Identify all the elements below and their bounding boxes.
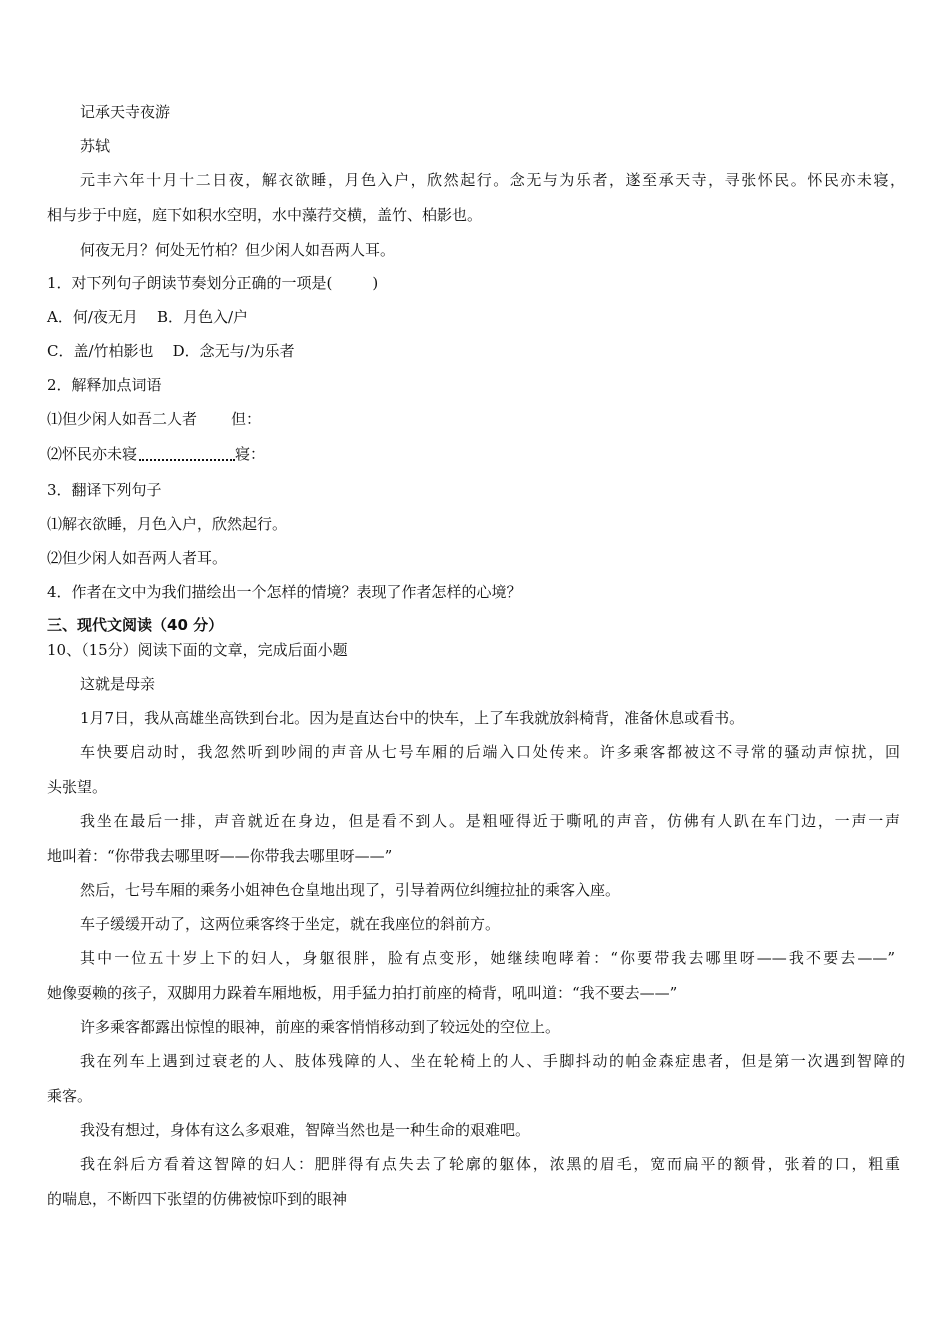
question-3-item-1: ⑴解衣欲睡，月色入户，欣然起行。 bbox=[47, 515, 288, 533]
question-1-close: ) bbox=[372, 274, 379, 292]
article-para-6-line2: 她像耍赖的孩子，双脚用力跺着车厢地板，用手猛力拍打前座的椅背，吼叫道：“我不要去——” bbox=[47, 984, 678, 1002]
article-para-10-line2: 的喘息，不断四下张望的仿佛被惊吓到的眼神 bbox=[47, 1190, 348, 1208]
poem-title: 记承天寺夜游 bbox=[80, 103, 171, 121]
question-3-item-2: ⑵但少闲人如吾两人者耳。 bbox=[47, 549, 228, 567]
section-heading: 三、现代文阅读（40 分） bbox=[47, 616, 224, 634]
question-4: 4．作者在文中为我们描绘出一个怎样的情境？表现了作者怎样的心境？ bbox=[47, 583, 522, 601]
poem-para1-line2: 相与步于中庭，庭下如积水空明，水中藻荇交横，盖竹、柏影也。 bbox=[47, 206, 483, 224]
article-para-3-line2: 地叫着：“你带我去哪里呀——你带我去哪里呀——” bbox=[47, 847, 393, 865]
article-para-9: 我没有想过，身体有这么多艰难，智障当然也是一种生命的艰难吧。 bbox=[80, 1121, 531, 1139]
question-2-item-2-term: 寝： bbox=[235, 445, 266, 463]
article-para-1: 1月7日，我从高雄坐高铁到台北。因为是直达台中的快车，上了车我就放斜椅背，准备休息或看书。 bbox=[80, 709, 745, 727]
article-para-5: 车子缓缓开动了，这两位乘客终于坐定，就在我座位的斜前方。 bbox=[80, 915, 501, 933]
question-2-item-2 bbox=[47, 444, 265, 464]
question-1-options-cd: C．盖/竹柏影也 D．念无与/为乐者 bbox=[47, 342, 295, 360]
article-para-10-line1: 我在斜后方看着这智障的妇人：肥胖得有点失去了轮廓的躯体，浓黑的眉毛，宽而扁平的额骨，张着的口，粗重 bbox=[80, 1155, 900, 1173]
poem-para2: 何夜无月？何处无竹柏？但少闲人如吾两人耳。 bbox=[80, 241, 396, 259]
article-title: 这就是母亲 bbox=[80, 675, 156, 693]
poem-author: 苏轼 bbox=[80, 137, 111, 155]
article-para-6-line1: 其中一位五十岁上下的妇人，身躯很胖，脸有点变形，她继续咆哮着：“你要带我去哪里呀——我不要去——” bbox=[80, 949, 895, 967]
question-2-item-1-sentence: ⑴但少闲人如吾二人者 bbox=[47, 410, 198, 428]
question-3: 3．翻译下列句子 bbox=[47, 481, 162, 499]
question-2: 2．解释加点词语 bbox=[47, 376, 162, 394]
question-1 bbox=[47, 273, 378, 293]
article-para-4: 然后，七号车厢的乘务小姐神色仓皇地出现了，引导着两位纠缠拉扯的乘客入座。 bbox=[80, 881, 621, 899]
poem-para1-line1: 元丰六年十月十二日夜，解衣欲睡，月色入户，欣然起行。念无与为乐者，遂至承天寺，寻张怀民。怀民亦未寝， bbox=[80, 171, 905, 189]
question-1-text: 1．对下列句子朗读节奏划分正确的一项是( bbox=[47, 274, 333, 292]
question-10: 10、（15分）阅读下面的文章，完成后面小题 bbox=[47, 641, 348, 659]
question-2-item-2-sentence: ⑵怀民亦未寝 bbox=[47, 445, 138, 463]
article-para-8-line1: 我在列车上遇到过衰老的人、肢体残障的人、坐在轮椅上的人、手脚抖动的帕金森症患者，但是第一次遇到智障的 bbox=[80, 1052, 905, 1070]
article-para-3-line1: 我坐在最后一排，声音就近在身边，但是看不到人。是粗哑得近于嘶吼的声音，仿佛有人趴在车门边，一声一声 bbox=[80, 812, 900, 830]
dotted-emphasis-line bbox=[139, 449, 235, 461]
article-para-2-line1: 车快要启动时，我忽然听到吵闹的声音从七号车厢的后端入口处传来。许多乘客都被这不寻常的骚动声惊扰，回 bbox=[80, 743, 900, 761]
question-2-item-1 bbox=[47, 409, 261, 429]
article-para-8-line2: 乘客。 bbox=[47, 1087, 93, 1105]
question-2-item-1-term: 但： bbox=[231, 410, 262, 428]
question-1-options-ab: A．何/夜无月 B．月色入/户 bbox=[47, 308, 249, 326]
article-para-2-line2: 头张望。 bbox=[47, 778, 108, 796]
article-para-7: 许多乘客都露出惊惶的眼神，前座的乘客悄悄移动到了较远处的空位上。 bbox=[80, 1018, 561, 1036]
